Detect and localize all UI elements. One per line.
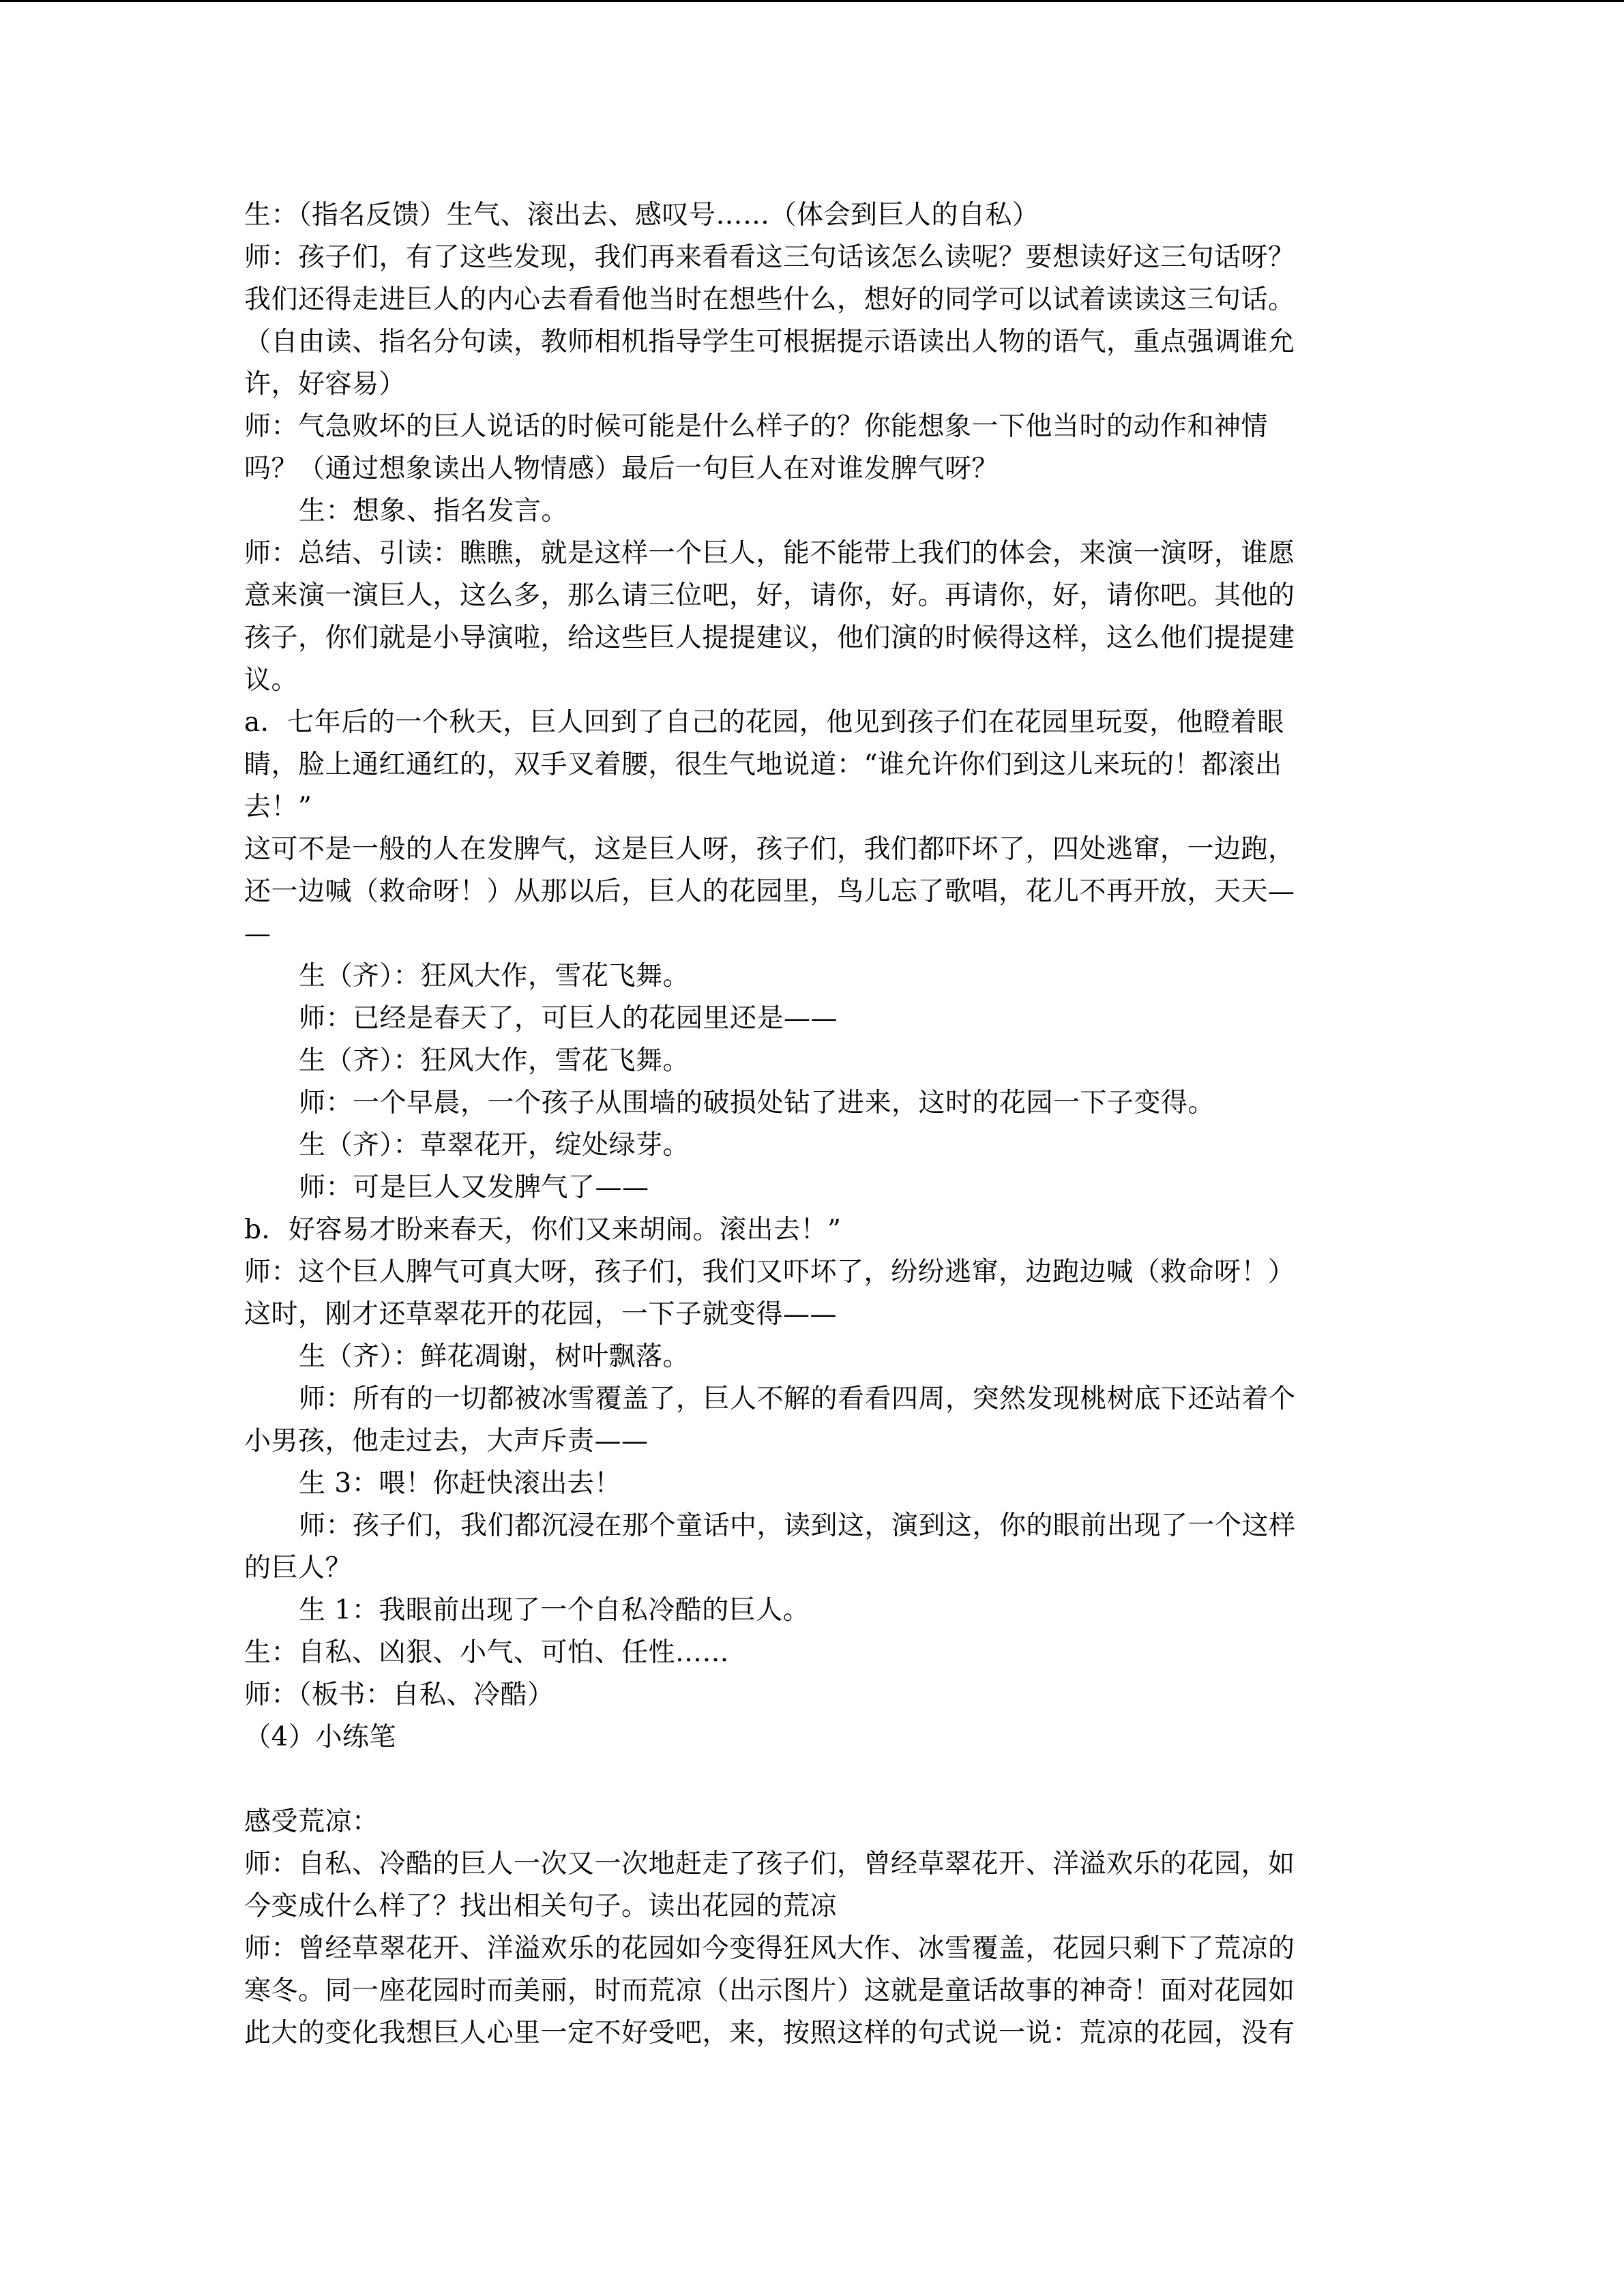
text-line: 此大的变化我想巨人心里一定不好受吧，来，按照这样的句式说一说：荒凉的花园，没有 (244, 2018, 1295, 2048)
text-line: 师：孩子们，有了这些发现，我们再来看看这三句话该怎么读呢？要想读好这三句话呀？ (244, 242, 1295, 273)
text-line: 师：孩子们，我们都沉浸在那个童话中，读到这，演到这，你的眼前出现了一个这样 (299, 1510, 1296, 1541)
text-line: b．好容易才盼来春天，你们又来胡闹。滚出去！” (244, 1214, 842, 1245)
text-line: 生（齐）：鲜花凋谢，树叶飘落。 (299, 1341, 690, 1372)
blank-line (244, 1759, 1370, 1801)
text-line: 师：气急败坏的巨人说话的时候可能是什么样子的？你能想象一下他当时的动作和神情 (244, 411, 1269, 442)
text-line: 孩子，你们就是小导演啦，给这些巨人提提建议，他们演的时候得这样，这么他们提提建 (244, 623, 1295, 653)
text-line: 师：所有的一切都被冰雪覆盖了，巨人不解的看看四周，突然发现桃树底下还站着个 (299, 1384, 1296, 1414)
text-line: 师：已经是春天了，可巨人的花园里还是—— (299, 1003, 838, 1034)
document-page (244, 194, 1370, 2055)
text-line: 这可不是一般的人在发脾气，这是巨人呀，孩子们，我们都吓坏了，四处逃窜，一边跑， (244, 834, 1295, 865)
text-line: 师：（板书：自私、冷酷） (244, 1680, 555, 1710)
text-line: 生：（指名反馈）生气、滚出去、感叹号……（体会到巨人的自私） (244, 200, 1039, 230)
text-line: 师：一个早晨，一个孩子从围墙的破损处钻了进来，这时的花园一下子变得。 (299, 1088, 1215, 1118)
text-line: 许，好容易） (244, 369, 407, 400)
text-line: 今变成什么样了？找出相关句子。读出花园的荒凉 (244, 1891, 838, 1922)
text-line: 生 3：喂！你赶快滚出去！ (299, 1468, 621, 1499)
text-line: 生（齐）：草翠花开，绽处绿芽。 (299, 1130, 690, 1161)
text-line: 我们还得走进巨人的内心去看看他当时在想些什么，想好的同学可以试着读读这三句话。 (244, 284, 1295, 315)
text-line: 这时，刚才还草翠花开的花园，一下子就变得—— (244, 1299, 838, 1330)
text-line: a．七年后的一个秋天，巨人回到了自己的花园，他见到孩子们在花园里玩耍，他瞪着眼 (244, 707, 1284, 738)
text-line: 的巨人？ (244, 1553, 353, 1583)
text-line: 生（齐）：狂风大作，雪花飞舞。 (299, 961, 690, 992)
text-line: 生 1：我眼前出现了一个自私冷酷的巨人。 (299, 1595, 810, 1626)
text-line: 小男孩，他走过去，大声斥责—— (244, 1426, 649, 1457)
text-line: 议。 (244, 665, 299, 696)
text-line: 寒冬。同一座花园时而美丽，时而荒凉（出示图片）这就是童话故事的神奇！面对花园如 (244, 1976, 1295, 2006)
text-line: 生（齐）：狂风大作，雪花飞舞。 (299, 1045, 690, 1076)
text-line: 还一边喊（救命呀！）从那以后，巨人的花园里，鸟儿忘了歌唱，花儿不再开放，天天— (244, 876, 1295, 907)
text-line: （4）小练笔 (244, 1722, 396, 1753)
text-line: 师：曾经草翠花开、洋溢欢乐的花园如今变得狂风大作、冰雪覆盖，花园只剩下了荒凉的 (244, 1933, 1295, 1964)
text-line: 生：想象、指名发言。 (299, 496, 569, 526)
text-line: 师：这个巨人脾气可真大呀，孩子们，我们又吓坏了，纷纷逃窜，边跑边喊（救命呀！） (244, 1257, 1295, 1287)
text-line: 感受荒凉： (244, 1806, 379, 1837)
text-line: 意来演一演巨人，这么多，那么请三位吧，好，请你，好。再请你，好，请你吧。其他的 (244, 580, 1295, 611)
text-line: 去！” (244, 792, 312, 822)
text-line: 吗？（通过想象读出人物情感）最后一句巨人在对谁发脾气呀？ (244, 453, 999, 484)
text-line: 师：自私、冷酷的巨人一次又一次地赶走了孩子们，曾经草翠花开、洋溢欢乐的花园，如 (244, 1849, 1295, 1879)
text-line: （自由读、指名分句读，教师相机指导学生可根据提示语读出人物的语气，重点强调谁允 (244, 327, 1295, 357)
text-line: 师：可是巨人又发脾气了—— (299, 1172, 649, 1203)
text-line: 睛，脸上通红通红的，双手叉着腰，很生气地说道：“谁允许你们到这儿来玩的！都滚出 (244, 749, 1282, 780)
top-border-rule (0, 0, 1624, 2)
text-line: 师：总结、引读：瞧瞧，就是这样一个巨人，能不能带上我们的体会，来演一演呀，谁愿 (244, 538, 1295, 569)
text-line: 生：自私、凶狠、小气、可怕、任性…… (244, 1637, 730, 1668)
text-line: — (244, 919, 271, 949)
